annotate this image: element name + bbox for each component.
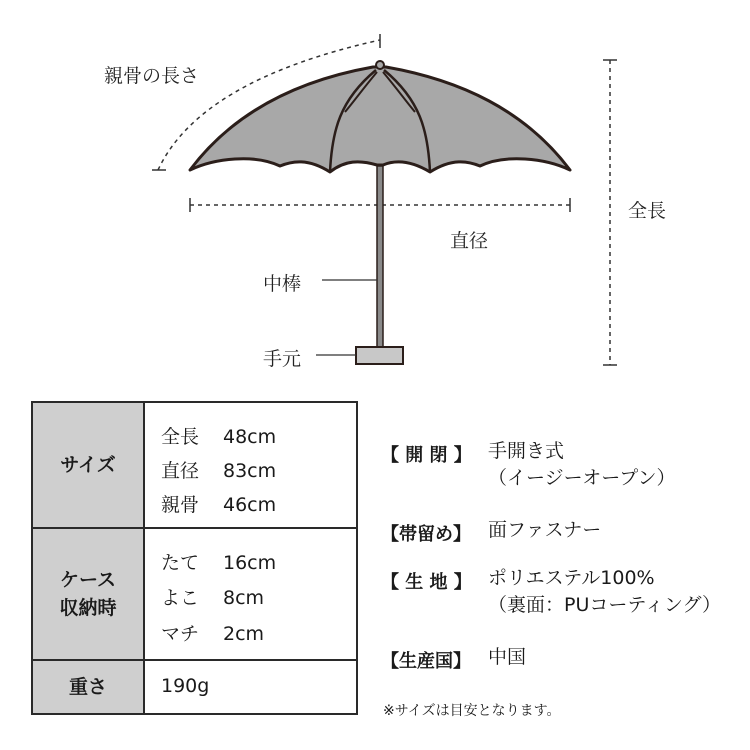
spec-row-size: [33, 403, 356, 527]
info-key-strap: 【帯留め】: [381, 524, 471, 545]
info-value-origin: 中国: [488, 646, 527, 668]
info-key-fabric: 【 生 地 】: [381, 572, 472, 593]
diameter-label: 直径: [450, 230, 489, 252]
spec-value-line: 親骨 46cm: [161, 494, 277, 516]
size-note: ※サイズは目安となります。: [383, 703, 561, 719]
spec-value-line: 直径 83cm: [161, 460, 277, 482]
spec-values-case: [161, 529, 356, 659]
spec-value-line: 190g: [161, 675, 210, 697]
spec-values-weight: [161, 661, 356, 713]
spec-value-line: 全長 48cm: [161, 426, 277, 448]
umbrella-canopy: [190, 67, 570, 172]
spec-value-line: マチ 2cm: [161, 623, 265, 645]
info-key-origin: 【生産国】: [381, 651, 471, 672]
shaft-label: 中棒: [263, 273, 302, 295]
spec-table: [31, 401, 358, 715]
rib-length-label: 親骨の長さ: [104, 65, 200, 87]
info-value-opening: 手開き式 （イージーオープン）: [488, 440, 676, 489]
umbrella-shaft: [377, 166, 383, 348]
spec-header-weight: 重さ: [33, 661, 145, 713]
info-key-opening: 【 開 閉 】: [381, 445, 472, 466]
spec-value-line: たて 16cm: [161, 552, 277, 574]
spec-row-case: [33, 527, 356, 659]
spec-values-size: [161, 403, 356, 527]
umbrella-handle: [356, 347, 403, 364]
umbrella-tip: [376, 61, 384, 69]
spec-header-case: ケース 収納時: [33, 529, 145, 659]
total-length-label: 全長: [628, 200, 667, 222]
spec-row-weight: [33, 659, 356, 713]
spec-header-size: サイズ: [33, 403, 145, 527]
handle-label: 手元: [263, 348, 302, 370]
spec-value-line: よこ 8cm: [161, 587, 265, 609]
info-value-fabric: ポリエステル100% （裏面：PUコーティング）: [488, 567, 722, 616]
info-value-strap: 面ファスナー: [488, 519, 602, 541]
